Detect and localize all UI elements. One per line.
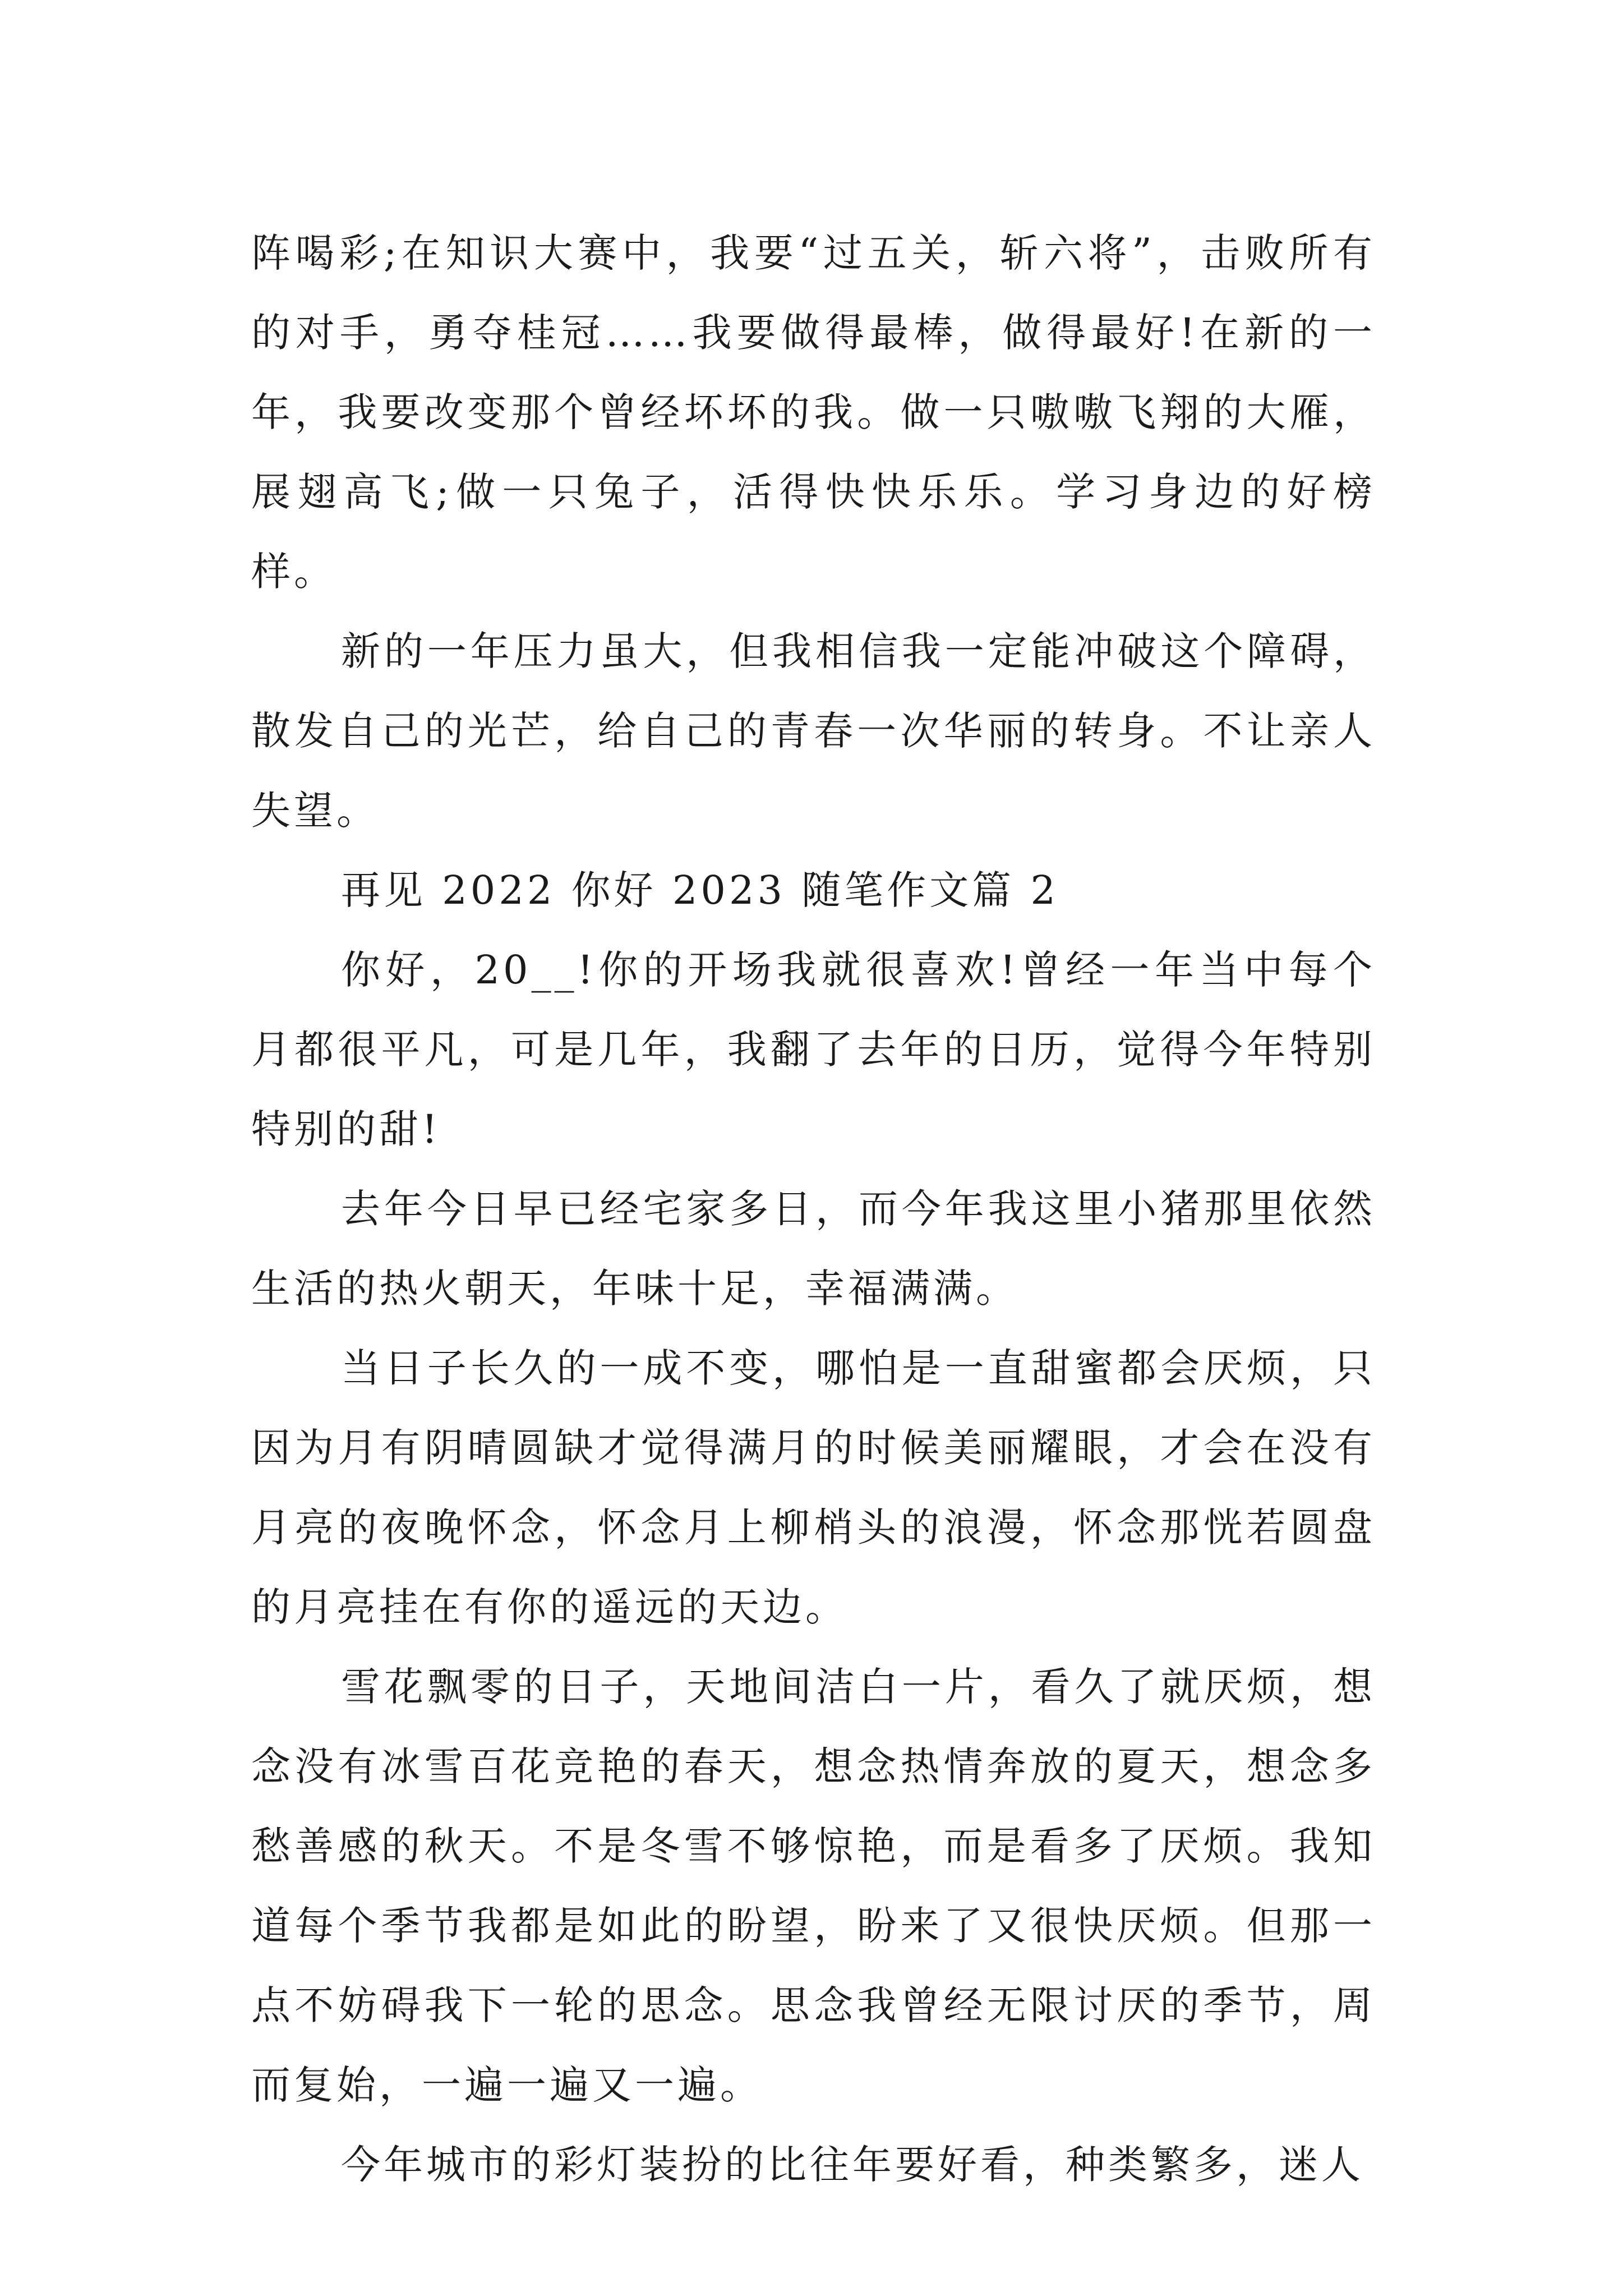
paragraph-1: 阵喝彩;在知识大赛中，我要“过五关，斩六将”，击败所有的对手，勇夺桂冠……我要做得最棒，做得最好!在新的一年，我要改变那个曾经坏坏的我。做一只嗷嗷飞翔的大雁，展翅高飞;做一只兔子，活得快快乐乐。学习身边的好榜样。 [251,230,1376,595]
paragraph-5: 当日子长久的一成不变，哪怕是一直甜蜜都会厌烦，只因为月有阴晴圆缺才觉得满月的时候美丽耀眼，才会在没有月亮的夜晚怀念，怀念月上柳梢头的浪漫，怀念那恍若圆盘的月亮挂在有你的遥远的天边。 [251,1345,1376,1630]
paragraph-7: 今年城市的彩灯装扮的比往年要好看，种类繁多，迷人 [341,2142,1364,2188]
paragraph-3: 你好，20__!你的开场我就很喜欢!曾经一年当中每个月都很平凡，可是几年，我翻了去年的日历，觉得今年特别特别的甜! [251,947,1376,1152]
paragraph-6: 雪花飘零的日子，天地间洁白一片，看久了就厌烦，想念没有冰雪百花竞艳的春天，想念热情奔放的夏天，想念多愁善感的秋天。不是冬雪不够惊艳，而是看多了厌烦。我知道每个季节我都是如此的盼望，盼来了又很快厌烦。但那一点不妨碍我下一轮的思念。思念我曾经无限讨厌的季节，周而复始，一遍一遍又一遍。 [251,1664,1376,2108]
section-heading: 再见 2022 你好 2023 随笔作文篇 2 [341,867,1059,913]
document-body [251,213,1376,2205]
paragraph-4: 去年今日早已经宅家多日，而今年我这里小猪那里依然生活的热火朝天，年味十足，幸福满满。 [251,1186,1376,1312]
paragraph-2: 新的一年压力虽大，但我相信我一定能冲破这个障碍，散发自己的光芒，给自己的青春一次华丽的转身。不让亲人失望。 [251,628,1376,834]
